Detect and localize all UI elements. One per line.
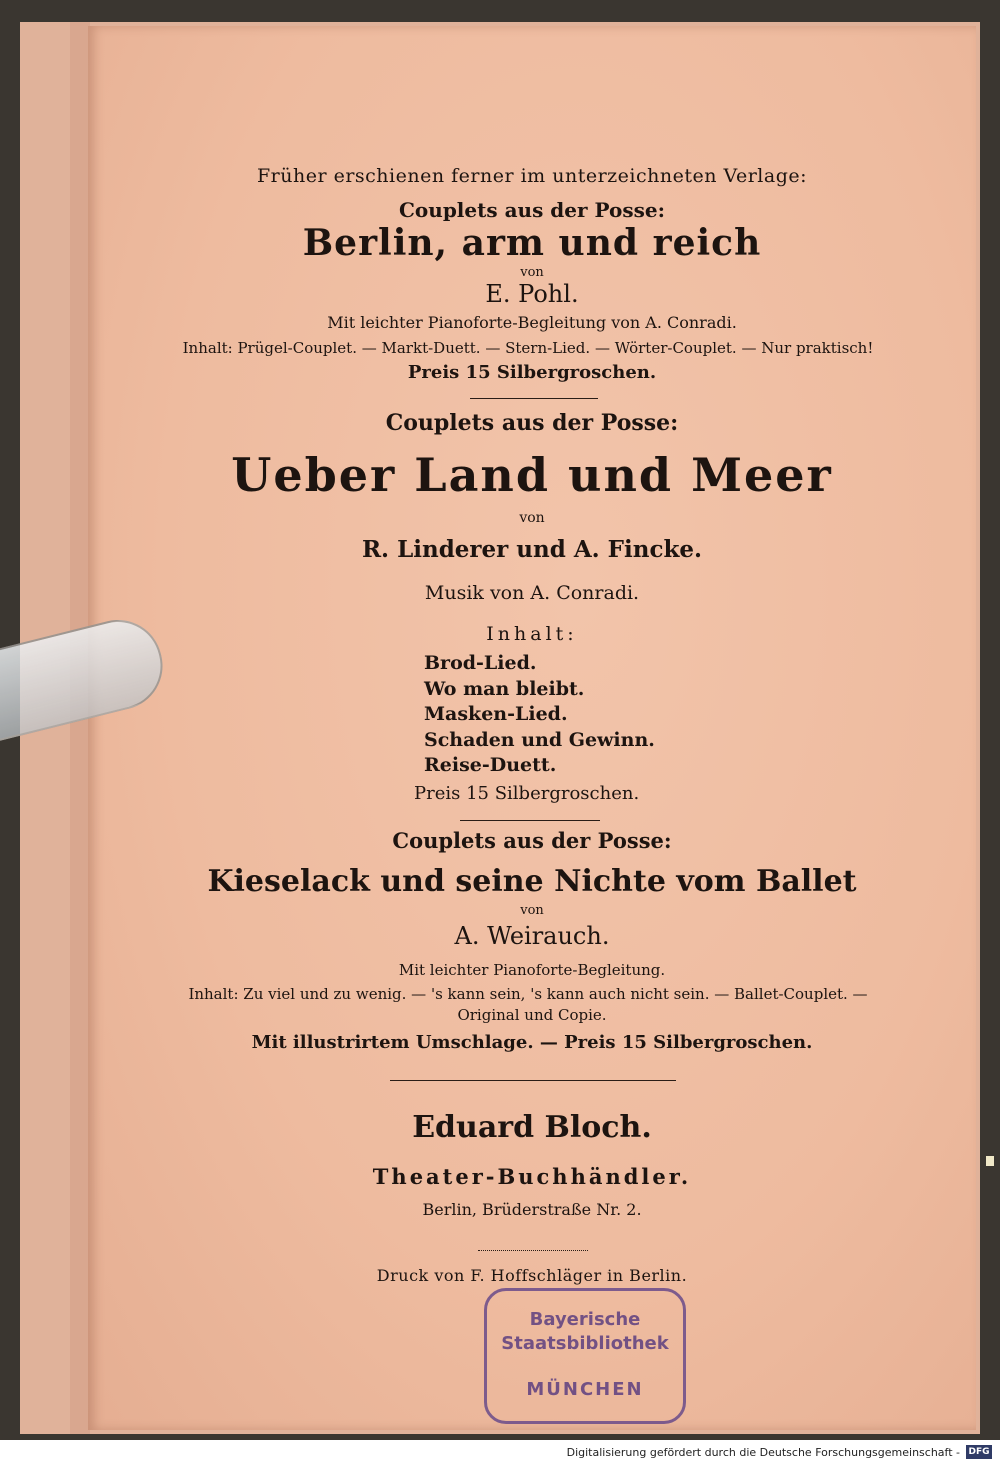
- stamp-line: Bayerische: [529, 1309, 641, 1330]
- section2-von: von: [519, 510, 545, 526]
- printer-credit: Druck von F. Hoffschläger in Berlin.: [376, 1266, 688, 1285]
- section1-author: E. Pohl.: [485, 280, 579, 308]
- section1-price: Preis 15 Silbergroschen.: [407, 362, 657, 383]
- section3-contents: Inhalt: Zu viel und zu wenig. — 's kann sein, 's kann auch nicht sein. — Ballet-Couplet. —: [188, 985, 868, 1003]
- section2-price: Preis 15 Silbergroschen.: [414, 783, 640, 804]
- section1-contents: Inhalt: Prügel-Couplet. — Markt-Duett. — Stern-Lied. — Wörter-Couplet. — Nur praktisch!: [182, 339, 874, 357]
- page-edge: [70, 22, 90, 1434]
- page-tab-marker: [986, 1156, 994, 1166]
- section1-title: Berlin, arm und reich: [302, 222, 762, 264]
- section3-accompaniment: Mit leichter Pianoforte-Begleitung.: [398, 961, 666, 979]
- footer-credit: Digitalisierung gefördert durch die Deutsche Forschungsgemeinschaft -: [566, 1446, 960, 1459]
- stamp-line: MÜNCHEN: [526, 1379, 644, 1400]
- section3-title: Kieselack und seine Nichte vom Ballet: [207, 864, 857, 899]
- library-stamp: [484, 1288, 686, 1424]
- section3-contents-cont: Original und Copie.: [457, 1006, 607, 1024]
- section2-music: Musik von A. Conradi.: [424, 582, 640, 604]
- section1-von: von: [520, 265, 544, 280]
- publisher-trade: Theater-Buchhändler.: [372, 1164, 692, 1189]
- section1-accompaniment: Mit leichter Pianoforte-Begleitung von A. Conradi.: [327, 313, 737, 332]
- section2-contents-label: Inhalt:: [486, 623, 578, 645]
- intro-line: Früher erschienen ferner im unterzeichneten Verlage:: [256, 165, 808, 187]
- section-divider: [390, 1080, 676, 1081]
- section2-title: Ueber Land und Meer: [231, 448, 833, 502]
- section3-heading: Couplets aus der Posse:: [392, 828, 672, 853]
- song-item: Wo man bleibt.: [424, 678, 585, 700]
- song-item: Masken-Lied.: [424, 703, 568, 725]
- section-divider: [470, 398, 598, 399]
- section-divider: [460, 820, 600, 821]
- stamp-line: Staatsbibliothek: [501, 1333, 669, 1354]
- section3-von: von: [520, 903, 544, 918]
- song-item: Brod-Lied.: [424, 652, 537, 674]
- publisher-name: Eduard Bloch.: [412, 1110, 652, 1145]
- dotted-divider: [478, 1250, 588, 1251]
- publisher-address: Berlin, Brüderstraße Nr. 2.: [422, 1200, 642, 1219]
- dfg-logo-icon: DFG: [966, 1445, 992, 1459]
- section3-price: Mit illustrirtem Umschlage. — Preis 15 Silbergroschen.: [251, 1032, 813, 1053]
- section2-authors: R. Linderer und A. Fincke.: [361, 536, 703, 563]
- song-item: Reise-Duett.: [424, 754, 557, 776]
- section3-author: A. Weirauch.: [454, 922, 610, 950]
- footer-bar: [0, 1440, 1000, 1468]
- section1-heading: Couplets aus der Posse:: [399, 198, 665, 222]
- song-item: Schaden und Gewinn.: [424, 729, 655, 751]
- section2-heading: Couplets aus der Posse:: [385, 410, 679, 436]
